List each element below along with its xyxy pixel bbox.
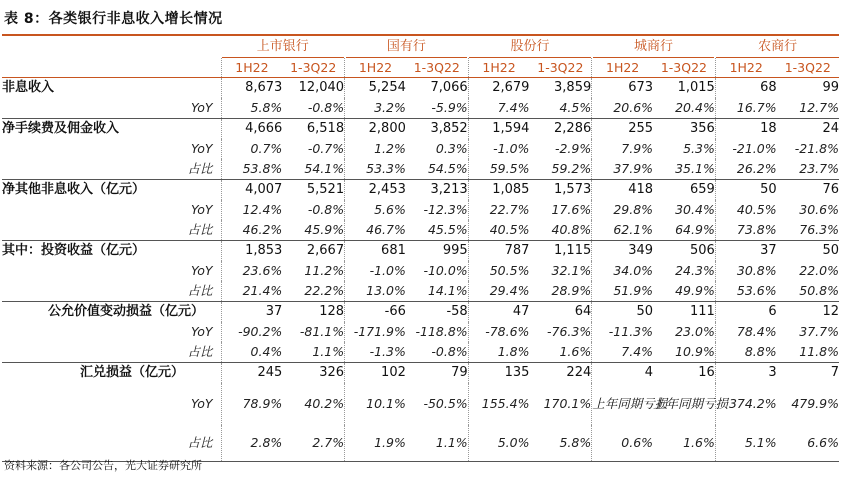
table-cell: 4,007 <box>221 180 282 201</box>
table-cell: -0.8% <box>282 98 344 119</box>
period-header: 1H22 <box>345 58 406 78</box>
table-cell: 2,286 <box>554 121 592 136</box>
table-row-yoy <box>2 322 839 342</box>
table-cell: 上年同期亏损 <box>653 396 729 411</box>
table-cell: 40.8% <box>529 220 591 241</box>
table-cell: 10.1% <box>345 383 406 425</box>
table-cell: 5,254 <box>345 78 406 99</box>
table-cell: 23.0% <box>675 324 715 339</box>
table-cell: 28.9% <box>529 281 591 302</box>
table-cell: 78.4% <box>715 322 776 342</box>
table-cell: 64 <box>574 304 592 319</box>
table-cell: 4,666 <box>221 119 282 140</box>
period-header: 1H22 <box>221 58 282 78</box>
table-cell: 1.2% <box>345 139 406 159</box>
table-cell: 32.1% <box>551 263 592 278</box>
table-cell: 73.8% <box>715 220 776 241</box>
table-cell: 21.4% <box>221 281 282 302</box>
table-row <box>2 180 839 201</box>
table-cell: 50 <box>822 243 839 258</box>
period-header: 1H22 <box>592 58 653 78</box>
table-cell: 1,085 <box>468 180 529 201</box>
table-row-yoy <box>2 98 839 119</box>
row-label: 净手续费及佣金收入 <box>2 121 120 136</box>
table-cell: 155.4% <box>468 383 529 425</box>
table-cell: 787 <box>468 241 529 262</box>
table-cell: 54.1% <box>282 159 344 180</box>
table-cell: 34.0% <box>592 261 653 281</box>
table-cell: 3 <box>715 363 776 384</box>
table-cell: 255 <box>592 119 653 140</box>
table-cell: 2,800 <box>345 119 406 140</box>
table-cell: 2,667 <box>306 243 345 258</box>
row-label: 净其他非息收入（亿元） <box>2 182 146 197</box>
table-cell: 76 <box>822 182 839 197</box>
table-cell: 22.7% <box>468 200 529 220</box>
table-cell: -171.9% <box>345 322 406 342</box>
table-cell: 16.7% <box>715 98 776 119</box>
group-header-row <box>2 37 839 58</box>
table-title: 表 8：各类银行非息收入增长情况 <box>4 11 223 27</box>
period-header-row <box>2 58 839 78</box>
table-row-share <box>2 159 839 180</box>
table-cell: 0.7% <box>221 139 282 159</box>
table-cell: 170.1% <box>543 396 592 411</box>
table-cell: 418 <box>592 180 653 201</box>
table-cell: -2.9% <box>554 141 592 156</box>
table-cell: 49.9% <box>653 281 715 302</box>
table-cell: 11.8% <box>777 342 839 363</box>
table-row <box>2 363 839 384</box>
table-row-share <box>2 220 839 241</box>
table-cell: 5.6% <box>345 200 406 220</box>
table-cell: 1,115 <box>554 243 592 258</box>
table-cell: 29.4% <box>468 281 529 302</box>
group-header-rural: 农商行 <box>715 37 839 58</box>
table-cell: -1.3% <box>345 342 406 363</box>
table-cell: -0.7% <box>307 141 345 156</box>
table-cell: 54.5% <box>406 159 468 180</box>
table-cell: 1,573 <box>554 182 592 197</box>
table-cell: 7,066 <box>430 80 468 95</box>
table-cell: -90.2% <box>221 322 282 342</box>
table-row <box>2 78 839 99</box>
table-row-yoy <box>2 383 839 425</box>
row-label: 占比 <box>2 159 221 180</box>
table-cell: 47 <box>468 302 529 323</box>
table-cell: 5.3% <box>683 141 715 156</box>
table-cell: 5.8% <box>529 425 591 462</box>
row-label: 汇兑损益（亿元） <box>80 365 185 380</box>
table-cell: -78.6% <box>468 322 529 342</box>
table-cell: 3,852 <box>430 121 468 136</box>
table-cell: -1.0% <box>468 139 529 159</box>
group-header-listed: 上市银行 <box>221 37 345 58</box>
period-header: 1-3Q22 <box>777 58 839 78</box>
table-cell: 50 <box>715 180 776 201</box>
table-cell: 326 <box>319 365 345 380</box>
table-cell: 24.3% <box>675 263 715 278</box>
table-cell: 26.2% <box>715 159 776 180</box>
table-cell: 11.2% <box>304 263 345 278</box>
table-cell: 40.2% <box>304 396 345 411</box>
table-cell: -118.8% <box>415 324 468 339</box>
table-cell: 3,213 <box>430 182 468 197</box>
table-cell: 30.6% <box>799 202 839 217</box>
table-cell: 506 <box>690 243 715 258</box>
table-cell: 53.3% <box>345 159 406 180</box>
period-header: 1H22 <box>468 58 529 78</box>
table-cell: 12.7% <box>777 98 839 119</box>
table-cell: 29.8% <box>592 200 653 220</box>
table-cell: 68 <box>715 78 776 99</box>
table-cell: 76.3% <box>777 220 839 241</box>
table-cell: 2.7% <box>282 425 344 462</box>
table-cell: -21.8% <box>794 141 839 156</box>
table-cell: 374.2% <box>715 383 776 425</box>
table-cell: -58 <box>446 304 468 319</box>
table-row <box>2 241 839 262</box>
table-cell: 673 <box>592 78 653 99</box>
table-cell: 245 <box>221 363 282 384</box>
table-cell: 4.5% <box>529 98 591 119</box>
table-cell: 50.5% <box>468 261 529 281</box>
table-cell: 37.9% <box>592 159 653 180</box>
table-cell: 3.2% <box>345 98 406 119</box>
table-cell: 6,518 <box>306 121 345 136</box>
table-cell: 35.1% <box>653 159 715 180</box>
table-cell: 24 <box>822 121 839 136</box>
table-cell: 64.9% <box>653 220 715 241</box>
table-cell: 4 <box>592 363 653 384</box>
table-cell: 3,859 <box>554 80 592 95</box>
table-cell: 上年同期亏损 <box>592 383 653 425</box>
table-cell: 59.5% <box>468 159 529 180</box>
table-cell: 40.5% <box>468 220 529 241</box>
table-cell: 111 <box>690 304 715 319</box>
header-corner-bottom <box>2 58 221 78</box>
table-cell: 22.2% <box>282 281 344 302</box>
table-cell: -12.3% <box>423 202 468 217</box>
table-cell: -21.0% <box>715 139 776 159</box>
table-cell: 2,679 <box>468 78 529 99</box>
table-cell: 349 <box>592 241 653 262</box>
table-cell: 128 <box>319 304 345 319</box>
table-cell: -10.0% <box>423 263 468 278</box>
row-label: YoY <box>2 98 221 119</box>
table-cell: 79 <box>451 365 468 380</box>
table-cell: -5.9% <box>406 98 468 119</box>
table-cell: 17.6% <box>551 202 592 217</box>
table-cell: 659 <box>690 182 715 197</box>
table-cell: 5.0% <box>468 425 529 462</box>
table-cell: 681 <box>345 241 406 262</box>
table-cell: 22.0% <box>799 263 839 278</box>
table-cell: 46.7% <box>345 220 406 241</box>
table-cell: 7.9% <box>592 139 653 159</box>
table-row-yoy <box>2 139 839 159</box>
table-cell: 30.4% <box>675 202 715 217</box>
table-cell: 99 <box>822 80 839 95</box>
table-cell: 1.6% <box>529 342 591 363</box>
period-header: 1-3Q22 <box>653 58 715 78</box>
group-header-state: 国有行 <box>345 37 469 58</box>
table-cell: 45.9% <box>282 220 344 241</box>
table-cell: 1,853 <box>221 241 282 262</box>
table-row-yoy <box>2 200 839 220</box>
table-cell: 7 <box>830 365 839 380</box>
row-label: YoY <box>190 324 213 339</box>
table-cell: 5,521 <box>306 182 345 197</box>
period-header: 1-3Q22 <box>282 58 344 78</box>
row-label: 占比 <box>2 342 221 363</box>
row-label: 非息收入 <box>2 80 55 95</box>
table-cell: -1.0% <box>345 261 406 281</box>
table-cell: 0.4% <box>221 342 282 363</box>
table-cell: 20.6% <box>592 98 653 119</box>
row-label: 公允价值变动损益（亿元） <box>48 304 205 319</box>
table-row <box>2 302 839 323</box>
table-cell: 1.9% <box>345 425 406 462</box>
table-cell: 16 <box>698 365 715 380</box>
noninterest-income-table <box>2 37 839 462</box>
table-row-share <box>2 281 839 302</box>
table-cell: 1.8% <box>468 342 529 363</box>
row-label: YoY <box>190 396 213 411</box>
table-row-share <box>2 342 839 363</box>
table-cell: 12.4% <box>221 200 282 220</box>
table-cell: 53.6% <box>715 281 776 302</box>
table-cell: 1,015 <box>677 80 715 95</box>
table-cell: 59.2% <box>529 159 591 180</box>
table-cell: 23.6% <box>221 261 282 281</box>
table-cell: -11.3% <box>592 322 653 342</box>
table-cell: 18 <box>715 119 776 140</box>
table-cell: 1.1% <box>282 342 344 363</box>
table-cell: 14.1% <box>406 281 468 302</box>
table-cell: 1.1% <box>406 425 468 462</box>
row-label: 占比 <box>2 425 221 462</box>
table-row <box>2 119 839 140</box>
table-cell: 37.7% <box>799 324 839 339</box>
table-cell: 7.4% <box>468 98 529 119</box>
table-cell: -66 <box>345 302 406 323</box>
table-cell: 12 <box>822 304 839 319</box>
table-cell: -50.5% <box>423 396 468 411</box>
row-label: YoY <box>190 202 213 217</box>
period-header: 1-3Q22 <box>406 58 468 78</box>
table-cell: 135 <box>468 363 529 384</box>
table-cell: 1,594 <box>468 119 529 140</box>
table-cell: 2,453 <box>345 180 406 201</box>
table-cell: 479.9% <box>791 396 839 411</box>
table-cell: 12,040 <box>298 80 345 95</box>
table-cell: 37 <box>221 302 282 323</box>
group-header-joint-stock: 股份行 <box>468 37 592 58</box>
table-cell: 62.1% <box>592 220 653 241</box>
top-rule <box>2 34 839 36</box>
table-cell: -81.1% <box>299 324 345 339</box>
table-cell: 1.6% <box>653 425 715 462</box>
table-cell: -0.8% <box>307 202 345 217</box>
table-cell: 30.8% <box>715 261 776 281</box>
table-cell: 2.8% <box>221 425 282 462</box>
table-cell: 6.6% <box>777 425 839 462</box>
table-cell: 45.5% <box>406 220 468 241</box>
table-cell: 78.9% <box>221 383 282 425</box>
table-cell: 224 <box>566 365 592 380</box>
table-cell: 40.5% <box>715 200 776 220</box>
row-label: 占比 <box>2 281 221 302</box>
period-header: 1-3Q22 <box>529 58 591 78</box>
table-cell: 7.4% <box>592 342 653 363</box>
table-cell: 13.0% <box>345 281 406 302</box>
table-cell: 8,673 <box>221 78 282 99</box>
source-note: 资料来源：各公司公告，光大证券研究所 <box>4 459 202 472</box>
table-cell: 5.1% <box>715 425 776 462</box>
table-cell: 8.8% <box>715 342 776 363</box>
table-cell: 102 <box>345 363 406 384</box>
table-cell: 46.2% <box>221 220 282 241</box>
table-cell: 0.6% <box>592 425 653 462</box>
row-label: 其中：投资收益（亿元） <box>2 243 146 258</box>
row-label: YoY <box>190 141 213 156</box>
table-cell: 356 <box>690 121 715 136</box>
table-cell: 50.8% <box>777 281 839 302</box>
table-cell: -0.8% <box>406 342 468 363</box>
row-label: 占比 <box>2 220 221 241</box>
table-cell: 51.9% <box>592 281 653 302</box>
group-header-city: 城商行 <box>592 37 716 58</box>
period-header: 1H22 <box>715 58 776 78</box>
table-cell: 53.8% <box>221 159 282 180</box>
table-cell: 37 <box>715 241 776 262</box>
table-cell: 0.3% <box>435 141 468 156</box>
table-cell: 50 <box>592 302 653 323</box>
table-cell: 10.9% <box>653 342 715 363</box>
table-cell: 20.4% <box>653 98 715 119</box>
table-cell: 23.7% <box>777 159 839 180</box>
table-row-yoy <box>2 261 839 281</box>
table-cell: 5.8% <box>221 98 282 119</box>
row-label: YoY <box>190 263 213 278</box>
table-cell: 995 <box>442 243 468 258</box>
table-cell: 6 <box>715 302 776 323</box>
table-cell: -76.3% <box>547 324 592 339</box>
header-corner <box>2 37 221 58</box>
